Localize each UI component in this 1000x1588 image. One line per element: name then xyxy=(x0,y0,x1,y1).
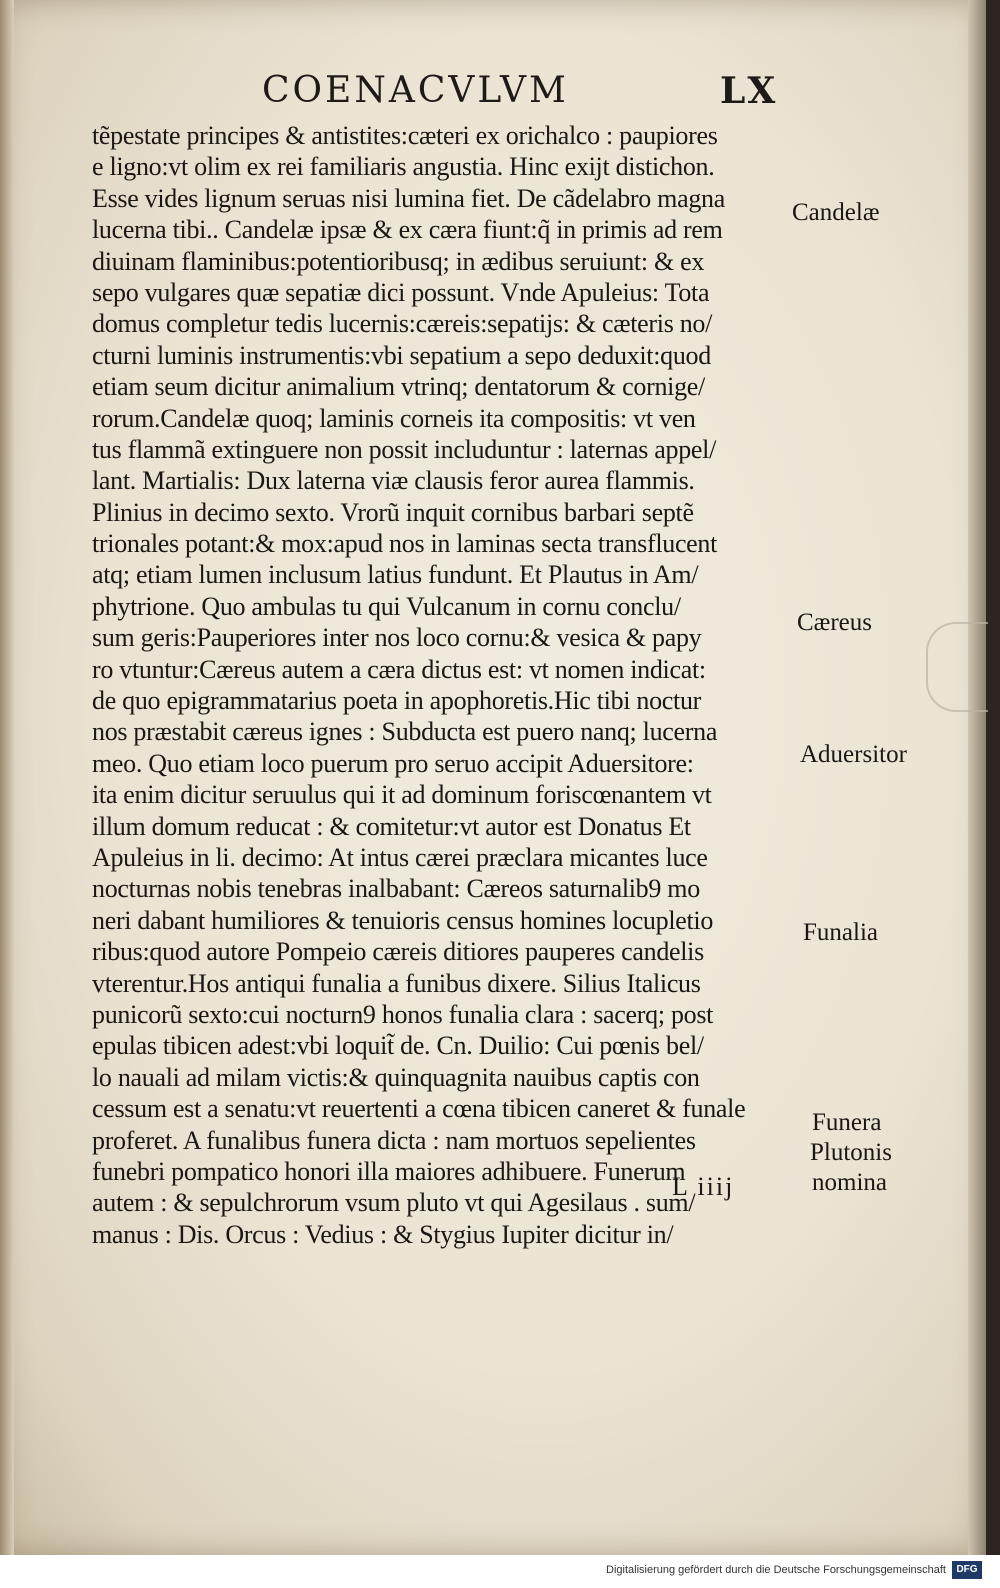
body-line: diuinam flaminibus:potentioribusq; in ædibus seruiunt: & ex xyxy=(92,246,705,276)
body-line: cessum est a senatu:vt reuertenti a cœna tibicen caneret & funale xyxy=(92,1094,746,1124)
body-text-block xyxy=(92,120,792,1250)
body-line: Esse vides lignum seruas nisi lumina fiet. De cãdelabro magna xyxy=(92,183,725,213)
page-clip-mark xyxy=(926,622,988,712)
body-line: cturni luminis instrumentis:vbi sepatium a sepo deduxit:quod xyxy=(92,340,711,370)
body-line: punicorũ sexto:cui nocturn9 honos funalia clara : sacerq; post xyxy=(92,999,714,1029)
margin-note-plutonis: Plutonis xyxy=(810,1139,892,1166)
body-line: Apuleius in li. decimo: At intus cærei præclara micantes luce xyxy=(92,842,708,872)
folio-number: LX xyxy=(720,70,778,112)
body-line: ro vtuntur:Cæreus autem a cæra dictus est: vt nomen indicat: xyxy=(92,654,706,684)
body-line: vterentur.Hos antiqui funalia a funibus dixere. Silius Italicus xyxy=(92,968,701,998)
body-line: meo. Quo etiam loco puerum pro seruo accipit Aduersitore: xyxy=(92,748,694,778)
body-line: tẽpestate principes & antistites:cæteri ex orichalco : paupiores xyxy=(92,121,718,150)
body-line: sum geris:Pauperiores inter nos loco cornu:& vesica & papy xyxy=(92,623,702,653)
body-line: ribus:quod autore Pompeio cæreis ditiores pauperes candelis xyxy=(92,937,704,967)
body-line: tus flammã extinguere non possit includuntur : laternas appel/ xyxy=(92,434,717,464)
body-line: etiam seum dicitur animalium vtrinq; dentatorum & cornige/ xyxy=(92,372,705,402)
page-gutter-shadow xyxy=(0,0,14,1555)
margin-note-funalia: Funalia xyxy=(803,919,878,946)
body-line: Plinius in decimo sexto. Vrorũ inquit cornibus barbari septẽ xyxy=(92,497,694,527)
signature-mark: L iiij xyxy=(672,1172,735,1201)
body-line: rorum.Candelæ quoq; laminis corneis ita compositis: vt ven xyxy=(92,403,696,433)
body-line: neri dabant humiliores & tenuioris census homines locupletio xyxy=(92,905,714,935)
body-line: de quo epigrammatarius poeta in apophoretis.Hic tibi noctur xyxy=(92,686,702,716)
body-line: sepo vulgares quæ sepatiæ dici possunt. Vnde Apuleius: Tota xyxy=(92,277,710,307)
page-edge xyxy=(968,0,986,1555)
running-head-title: COENACVLVM xyxy=(262,70,569,111)
margin-note-nomina: nomina xyxy=(812,1169,887,1196)
body-line: autem : & sepulchrorum vsum pluto vt qui Agesilaus . sum/ xyxy=(92,1188,696,1218)
body-line: phytrione. Quo ambulas tu qui Vulcanum in cornu conclu/ xyxy=(92,591,681,621)
body-line: ita enim dicitur seruulus qui it ad dominum foriscœnantem vt xyxy=(92,780,712,810)
digitization-footer xyxy=(0,1555,1000,1588)
body-line: proferet. A funalibus funera dicta : nam mortuos sepelientes xyxy=(92,1125,696,1155)
margin-note-funera: Funera xyxy=(812,1109,882,1136)
body-line: trionales potant:& mox:apud nos in laminas secta transflucent xyxy=(92,529,718,559)
body-line: nocturnas nobis tenebras inalbabant: Cæreos saturnalib9 mo xyxy=(92,874,700,904)
body-line: epulas tibicen adest:vbi loquit̃ de. Cn. Duilio: Cui pœnis bel/ xyxy=(92,1031,704,1061)
footer-credit: Digitalisierung gefördert durch die Deutsche Forschungsgemeinschaft xyxy=(606,1564,946,1576)
body-line: illum domum reducat : & comitetur:vt autor est Donatus Et xyxy=(92,811,691,841)
body-line: nos præstabit cæreus ignes : Subducta est puero nanq; lucerna xyxy=(92,717,718,747)
body-line: lo nauali ad milam victis:& quinquagnita nauibus captis con xyxy=(92,1062,700,1092)
body-line: manus : Dis. Orcus : Vedius : & Stygius Iupiter dicitur in/ xyxy=(92,1219,674,1249)
body-line: domus completur tedis lucernis:cæreis:sepatijs: & cæteris no/ xyxy=(92,309,713,339)
body-line: atq; etiam lumen inclusum latius fundunt. Et Plautus in Am/ xyxy=(92,560,699,590)
margin-note-caereus: Cæreus xyxy=(797,609,872,636)
margin-note-candelae: Candelæ xyxy=(792,199,880,226)
body-line: e ligno:vt olim ex rei familiaris angustia. Hinc exijt distichon. xyxy=(92,152,715,182)
body-line: lant. Martialis: Dux laterna viæ clausis feror aurea flammis. xyxy=(92,466,695,496)
body-line: funebri pompatico honori illa maiores adhibuere. Funerum xyxy=(92,1156,686,1186)
margin-note-aduersitor: Aduersitor xyxy=(800,741,907,768)
body-line: lucerna tibi.. Candelæ ipsæ & ex cæra fiunt:q̃ in primis ad rem xyxy=(92,215,723,245)
dfg-logo-icon: DFG xyxy=(952,1561,982,1579)
